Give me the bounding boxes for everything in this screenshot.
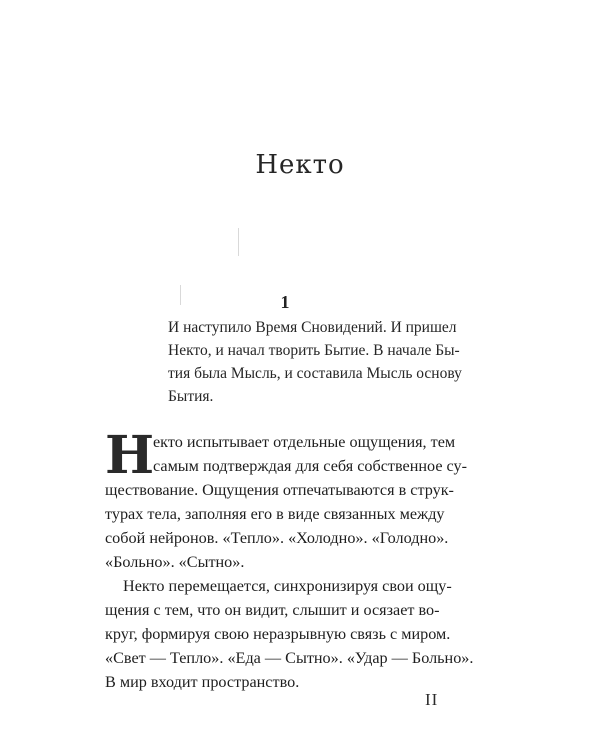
paragraph-line: «Свет — Тепло». «Еда — Сытно». «Удар — Больно». (105, 649, 474, 667)
epigraph-line: тия была Мысль, и составила Мысль основу (168, 365, 462, 382)
scan-mark (238, 228, 239, 256)
epigraph-line: И наступило Время Сновидений. И пришел (168, 319, 457, 336)
paragraph-line: «Больно». «Сытно». (105, 553, 245, 571)
paragraph-line: щения с тем, что он видит, слышит и осязает во- (105, 601, 440, 619)
paragraph-line: круг, формируя свою неразрывную связь с миром. (105, 625, 451, 643)
paragraph-line: ществование. Ощущения отпечатываются в струк- (105, 481, 454, 499)
chapter-title: Некто (255, 150, 345, 180)
scan-mark (180, 285, 181, 305)
body-text (105, 425, 474, 694)
paragraph-line: собой нейронов. «Тепло». «Холодно». «Голодно». (105, 529, 449, 547)
paragraph-line: турах тела, заполняя его в виде связанных между (105, 505, 445, 523)
epigraph-line: Бытия. (168, 388, 214, 405)
epigraph (168, 316, 464, 408)
paragraph-line: Некто перемещается, синхронизируя свои ощу- (123, 577, 452, 595)
paragraph-line: екто испытывает отдельные ощущения, тем (153, 433, 456, 451)
drop-cap: Н (105, 425, 155, 486)
page-number: II (425, 690, 439, 709)
paragraph-line: В мир входит пространство. (105, 673, 300, 691)
epigraph-line: Некто, и начал творить Бытие. В начале Бы- (168, 342, 460, 359)
section-number: 1 (280, 292, 290, 312)
paragraph-line: самым подтверждая для себя собственное су- (153, 457, 468, 475)
